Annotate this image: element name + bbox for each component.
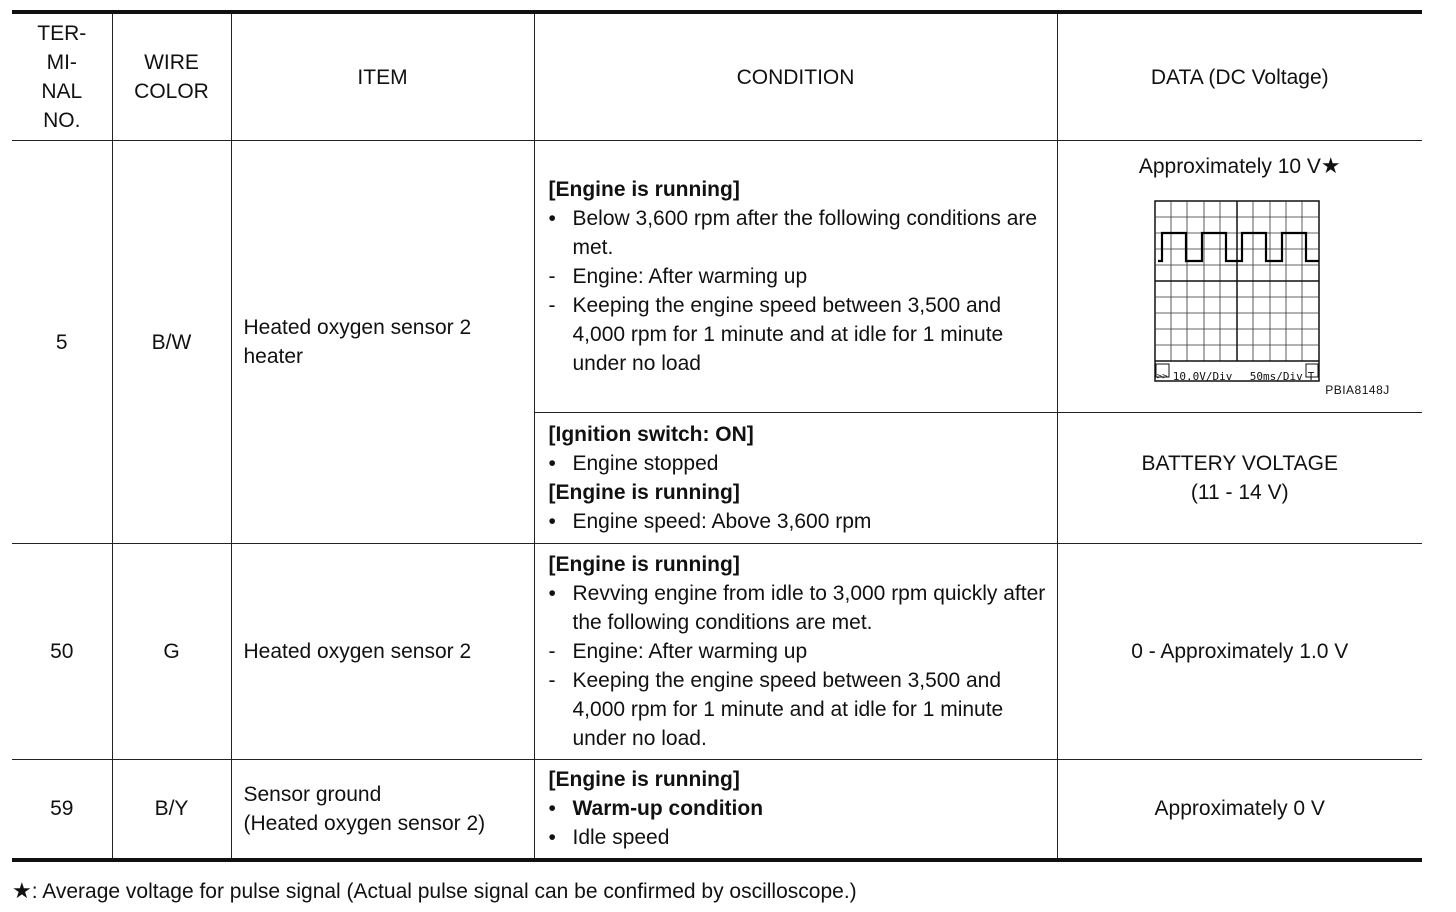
footnote-text: : Average voltage for pulse signal (Actual pulse signal can be confirmed by oscilloscope.)	[31, 880, 857, 903]
header-data: DATA (DC Voltage)	[1057, 12, 1422, 141]
table-row	[12, 544, 1422, 760]
oscilloscope-figure	[1090, 181, 1390, 411]
condition-line: • Revving engine from idle to 3,000 rpm quickly after the following conditions are met.	[548, 582, 1046, 634]
wire-color-cell: B/W	[112, 141, 231, 544]
item-cell: Sensor ground (Heated oxygen sensor 2)	[231, 760, 534, 860]
condition-heading: [Engine is running]	[548, 178, 740, 201]
star-icon: ★	[12, 878, 32, 903]
header-row	[12, 12, 1422, 141]
terminal-cell: 59	[12, 760, 112, 860]
condition-cell	[534, 413, 1057, 544]
scope-prefix: >>	[1156, 372, 1168, 382]
table-row	[12, 141, 1422, 413]
terminal-cell: 5	[12, 141, 112, 544]
header-condition: CONDITION	[534, 12, 1057, 141]
condition-heading: [Engine is running]	[548, 481, 740, 504]
terminal-spec-table	[12, 10, 1422, 862]
condition-line: - Keeping the engine speed between 3,500 and 4,000 rpm for 1 minute and at idle for 1 minute under no load	[548, 294, 1004, 375]
condition-line: • Idle speed	[548, 826, 670, 850]
header-wire-color: WIRE COLOR	[112, 12, 231, 141]
footnote	[12, 876, 857, 907]
scope-time-scale: 50ms/Div	[1249, 370, 1303, 383]
condition-line: • Warm-up condition	[548, 797, 764, 821]
data-cell: 0 - Approximately 1.0 V	[1057, 544, 1422, 760]
condition-line: • Engine speed: Above 3,600 rpm	[548, 510, 872, 533]
figure-code: PBIA8148J	[1325, 383, 1390, 397]
header-terminal: TER- MI- NAL NO.	[12, 12, 112, 141]
wire-color-cell: B/Y	[112, 760, 231, 860]
table-row	[12, 760, 1422, 860]
condition-line: • Below 3,600 rpm after the following conditions are met.	[548, 207, 1038, 259]
condition-heading: [Engine is running]	[548, 768, 740, 792]
star-icon: ★	[1320, 153, 1341, 178]
condition-cell	[534, 760, 1057, 860]
condition-line: - Engine: After warming up	[548, 265, 808, 288]
condition-heading: [Ignition switch: ON]	[548, 423, 754, 446]
scope-volt-scale: 10.0V/Div	[1172, 370, 1233, 383]
condition-cell	[534, 544, 1057, 760]
condition-line: • Engine stopped	[548, 452, 719, 475]
data-cell: Approximately 0 V	[1057, 760, 1422, 860]
wire-color-cell: G	[112, 544, 231, 760]
condition-cell	[534, 141, 1057, 413]
condition-line: - Keeping the engine speed between 3,500 and 4,000 rpm for 1 minute and at idle for 1 minute under no load.	[548, 669, 1004, 750]
condition-heading: [Engine is running]	[548, 553, 740, 576]
data-cell: BATTERY VOLTAGE (11 - 14 V)	[1057, 413, 1422, 544]
item-cell: Heated oxygen sensor 2	[231, 544, 534, 760]
condition-line: - Engine: After warming up	[548, 640, 808, 663]
item-cell: Heated oxygen sensor 2 heater	[231, 141, 534, 544]
data-cell	[1057, 141, 1422, 413]
terminal-cell: 50	[12, 544, 112, 760]
data-value: Approximately 10 V ★	[1138, 153, 1341, 178]
header-item: ITEM	[231, 12, 534, 141]
scope-trigger: T	[1307, 370, 1315, 383]
